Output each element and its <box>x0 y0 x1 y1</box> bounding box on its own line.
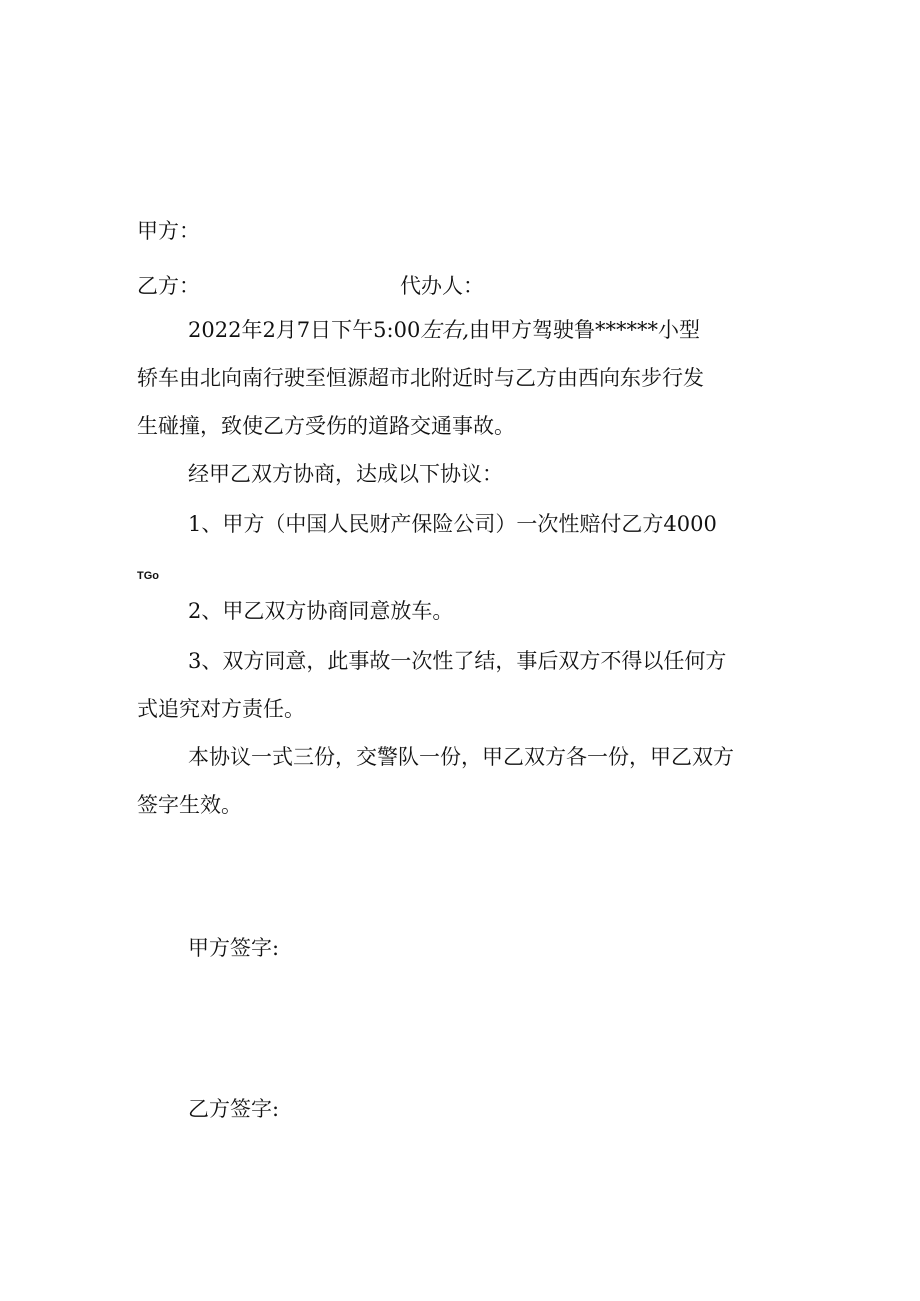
item-3-line-2: 式追究对方责任。 <box>137 697 305 721</box>
agent-label: 代办人： <box>400 274 484 298</box>
intro-line-2: 轿车由北向南行驶至恒源超市北附近时与乙方由西向东步行发 <box>137 366 704 390</box>
agreement-intro: 经甲乙双方协商，达成以下协议： <box>188 462 503 486</box>
intro-date: 2022年2月7日下午5:00 <box>188 318 421 342</box>
intro-approx: 左右, <box>420 318 470 342</box>
item-2: 2、甲乙双方协商同意放车。 <box>188 599 454 623</box>
party-a-signature-label: 甲方签字: <box>188 936 280 960</box>
item-1-line-1: 1、甲方（中国人民财产保险公司）一次性赔付乙方4000 <box>188 512 717 536</box>
closing-line-2: 签字生效。 <box>137 793 242 817</box>
closing-line-1: 本协议一式三份，交警队一份，甲乙双方各一份，甲乙双方 <box>188 745 734 769</box>
intro-vehicle: 由甲方驾驶鲁******小型 <box>469 318 701 342</box>
party-b-label: 乙方： <box>137 274 200 298</box>
intro-line-3: 生碰撞，致使乙方受伤的道路交通事故。 <box>137 414 515 438</box>
item-1-line-2: TGo <box>137 570 159 582</box>
party-b-signature-label: 乙方签字: <box>188 1097 280 1121</box>
item-3-line-1: 3、双方同意，此事故一次性了结，事后双方不得以任何方 <box>188 649 727 673</box>
intro-line-1 <box>188 318 700 342</box>
party-a-label: 甲方： <box>137 219 200 243</box>
